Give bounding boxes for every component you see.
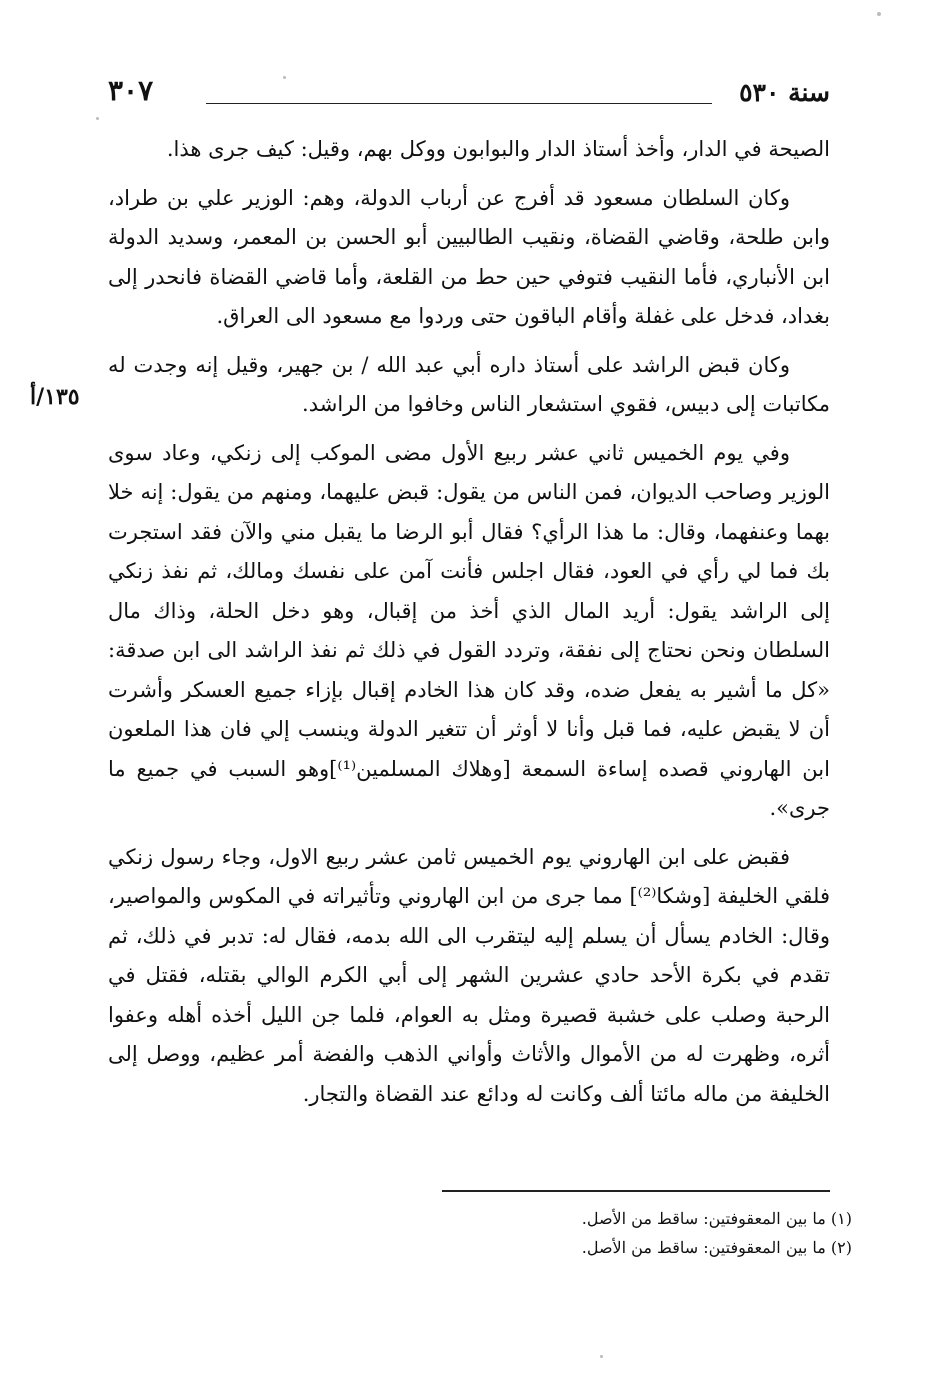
footnote-2: (٢) ما بين المعقوفتين: ساقط من الأصل. bbox=[581, 1238, 852, 1257]
header-rule bbox=[206, 103, 712, 104]
paragraph-5: فقبض على ابن الهاروني يوم الخميس ثامن عشر ربيع الاول، وجاء رسول زنكي فلقي الخليفة [وشكا⁽²⁾] مما جرى من ابن الهاروني وتأثيراته في المكوس والمواصير، وقال: الخادم يسأل أن يسلم إليه ليتقرب الى الله بدمه، فقال له: تدبر في ذلك، ثم تقدم في بكرة الأحد حادي عشرين الشهر إلى أبي الكرم الوالي بقتله، فقتل في الرحبة وصلب على خشبة قصيرة ومثل به العوام، فلما جن الليل أخذه أهله وعفوا أثره، وظهرت له من الأموال والأثاث وأواني الذهب والفضة أمر عظيم، ووصل إلى الخليفة من ماله مائتا ألف وكانت له ودائع عند القضاة والتجار. bbox=[108, 844, 830, 1106]
manuscript-folio-note: ١٣٥/أ bbox=[30, 384, 80, 410]
page-number: ٣٠٧ bbox=[108, 74, 154, 107]
running-header bbox=[108, 72, 830, 112]
paragraph-3: وكان قبض الراشد على أستاذ داره أبي عبد الله / بن جهير، وقيل إنه وجدت له مكاتبات إلى دبيس، فقوي استشعار الناس وخافوا من الراشد. bbox=[108, 352, 830, 416]
paragraph-2: وكان السلطان مسعود قد أفرج عن أرباب الدولة، وهم: الوزير علي بن طراد، وابن طلحة، وقاضي القضاة، ونقيب الطالبيين أبو الحسن بن المعمر، وسديد الدولة ابن الأنباري، فأما النقيب فتوفي حين حط من القلعة، وأما قاضي القضاة فانحدر إلى بغداد، فدخل على غفلة وأقام الباقون حتى وردوا مع مسعود الى العراق. bbox=[108, 185, 830, 328]
footnotes bbox=[352, 1204, 852, 1262]
year-label: سنة ٥٣٠ bbox=[739, 78, 830, 107]
scan-speck bbox=[600, 1355, 603, 1358]
scan-speck bbox=[96, 117, 99, 120]
footnote-separator bbox=[442, 1190, 830, 1192]
scan-speck bbox=[877, 12, 881, 16]
scan-speck bbox=[283, 76, 286, 79]
main-text bbox=[108, 130, 830, 1114]
footnote-1: (١) ما بين المعقوفتين: ساقط من الأصل. bbox=[581, 1209, 852, 1228]
paragraph-1: الصيحة في الدار، وأخذ أستاذ الدار والبوابون ووكل بهم، وقيل: كيف جرى هذا. bbox=[166, 137, 830, 161]
paragraph-4: وفي يوم الخميس ثاني عشر ربيع الأول مضى الموكب إلى زنكي، وعاد سوى الوزير وصاحب الديوان، فمن الناس من يقول: قبض عليهما، ومنهم من يقول: إنه خلا بهما وعنفهما، وقال: ما هذا الرأي؟ فقال أبو الرضا ما يقبل مني والآن فقد استجرت بك فما لي رأي في العود، فقال اجلس فأنت آمن على نفسك ومالك، ثم نفذ زنكي إلى الراشد يقول: أريد المال الذي أخذ من إقبال، وهو دخل الحلة، وذاك مال السلطان ونحن نحتاج إلى نفقة، وتردد القول في ذلك ثم نفذ الراشد الى ابن صدقة: «كل ما أشير به يفعل ضده، وقد كان هذا الخادم إقبال بإزاء جميع العسكر وأشرت أن لا يقبض عليه، فما قبل وأنا لا أوثر أن تتغير الدولة وينسب إلي فان هذا الملعون ابن الهاروني قصده إساءة السمعة [وهلاك المسلمين⁽¹⁾]وهو السبب في جميع ما جرى». bbox=[108, 440, 830, 820]
